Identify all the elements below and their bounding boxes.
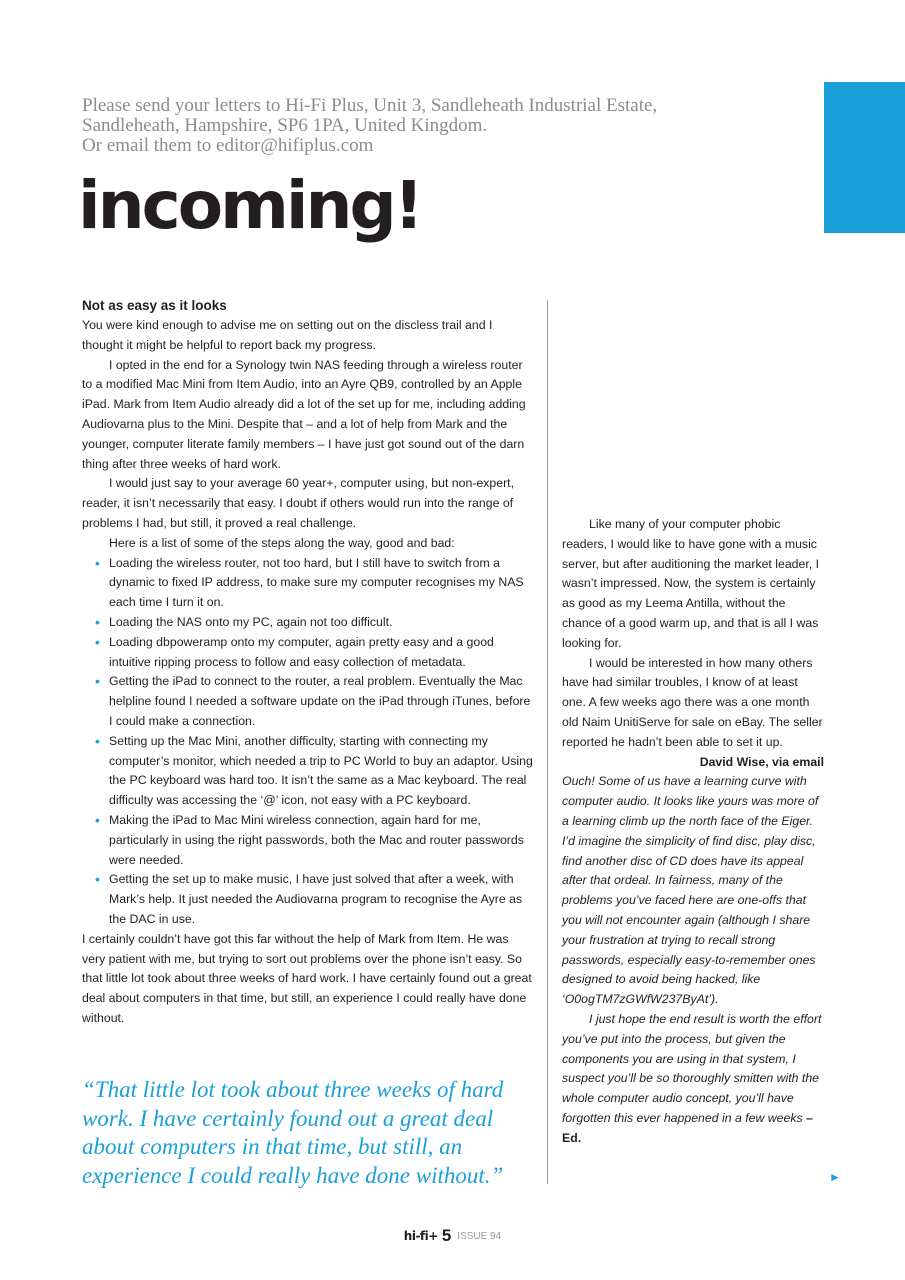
accent-color-tab [824, 82, 905, 233]
step-text: Loading the NAS onto my PC, again not too difficult. [109, 614, 393, 629]
magazine-logo: hi-fi+ [403, 1229, 438, 1243]
letter-intro: You were kind enough to advise me on setting out on the discless trail and I thought it might be helpful to report back my progress. [82, 318, 493, 352]
address-line: Sandleheath, Hampshire, SP6 1PA, United Kingdom. [82, 115, 488, 136]
bullet-icon: • [95, 811, 100, 828]
steps-list-item [82, 613, 534, 633]
letter-signature: David Wise, via email [699, 754, 824, 769]
page-number: 5 [441, 1226, 452, 1245]
letter-paragraph: I would be interested in how many others have had similar troubles, I know of at least one. A few weeks ago there was a one month old Naim UnitiServe for sale on eBay. The seller reported he hadn’t been able to set it up. [562, 655, 823, 749]
continue-arrow-icon: ► [829, 1170, 841, 1184]
bullet-icon: • [95, 633, 100, 650]
step-text: Getting the set up to make music, I have just solved that after a week, with Mark’s help. It just needed the Audiovarna program to recognise the Ayre as the DAC in use. [109, 872, 523, 926]
column-divider [547, 300, 548, 1184]
page-title: incoming! [78, 167, 421, 244]
letter-column-left [82, 296, 534, 1029]
letter-conclusion: I certainly couldn’t have got this far without the help of Mark from Item. He was very patient with me, but trying to sort out problems over the phone isn’t easy. So that little lot took about three weeks of hard work. I have certainly found out a great deal about computers in that time, but still, an experience I could really have done without. [82, 931, 532, 1025]
letter-paragraph: Here is a list of some of the steps along the way, good and bad: [109, 535, 455, 550]
step-text: Getting the iPad to connect to the router, a real problem. Eventually the Mac helpline found I needed a software update on the iPad through iTunes, before I could make a connection. [109, 674, 531, 728]
letter-paragraph: Like many of your computer phobic readers, I would like to have gone with a music server, but after auditioning the market leader, I wasn’t impressed. Now, the system is certainly as good as my Leema Antilla, without the chance of a good warm up, and that is all I was looking for. [562, 517, 820, 650]
editor-signature: – Ed. [562, 1110, 813, 1145]
bullet-icon: • [95, 613, 100, 630]
editor-reply-paragraph [562, 1010, 824, 1149]
letter-heading: Not as easy as it looks [82, 298, 227, 313]
letter-column-right [562, 515, 824, 1149]
steps-list-item [82, 811, 534, 870]
steps-list-item [82, 672, 534, 731]
address-line: Or email them to editor@hifiplus.com [82, 135, 374, 156]
steps-list [82, 554, 534, 930]
step-text: Loading dbpoweramp onto my computer, again pretty easy and a good intuitive ripping process to follow and easy collection of metadata. [109, 634, 494, 669]
steps-list-item [82, 633, 534, 673]
pull-quote: “That little lot took about three weeks of hard work. I have certainly found out a great deal about computers in that time, but still, an experience I could really have done without.” [82, 1077, 504, 1188]
page-footer [0, 1226, 905, 1246]
steps-list-item [82, 554, 534, 613]
editor-reply-text: I just hope the end result is worth the effort you’ve put into the process, but given the components you are using in that system, I suspect you’ll be so thoroughly smitten with the whole computer audio concept, you’ll have forgotten this ever happened in a few weeks [562, 1011, 822, 1125]
steps-list-item [82, 870, 534, 929]
step-text: Setting up the Mac Mini, another difficulty, starting with connecting my computer’s monitor, which needed a trip to PC World to buy an adaptor. Using the PC keyboard was hard too. It isn’t the same as a Mac keyboard. The real difficulty was accessing the ‘@’ icon, not easy with a PC keyboard. [109, 733, 533, 808]
bullet-icon: • [95, 732, 100, 749]
issue-label: ISSUE 94 [457, 1230, 502, 1242]
step-text: Loading the wireless router, not too hard, but I still have to switch from a dynamic to fixed IP address, to make sure my computer recognises my NAS each time I turn it on. [109, 555, 524, 610]
bullet-icon: • [95, 871, 100, 888]
editor-reply-paragraph: Ouch! Some of us have a learning curve with computer audio. It looks like yours was more of a learning climb up the north face of the Eiger. I’d imagine the simplicity of find disc, play disc, find another disc of CD does have its appeal after that ordeal. In fairness, many of the problems you’ve faced here are one-offs that you will not encounter again (although I share your frustration at trying to recall strong passwords, especially easy-to-remember ones designed to avoid being hacked, like ‘O0ogTM7zGWfW237ByAt’). [562, 774, 819, 1007]
step-text: Making the iPad to Mac Mini wireless connection, again hard for me, particularly in using the right passwords, both the Mac and router passwords were needed. [109, 812, 524, 867]
bullet-icon: • [95, 554, 100, 571]
letter-paragraph: I opted in the end for a Synology twin NAS feeding through a wireless router to a modified Mac Mini from Item Audio, into an Ayre QB9, controlled by an Apple iPad. Mark from Item Audio already did a lot of the set up for me, including adding Audiovarna plus to the Mini. Despite that – and a lot of help from Mark and the younger, computer literate family members – I have just got sound out of the darn thing after three weeks of hard work. [82, 357, 526, 471]
letter-paragraph: I would just say to your average 60 year+, computer using, but non-expert, reader, it isn’t necessarily that easy. I doubt if others would run into the range of problems I had, but still, it proved a real challenge. [82, 476, 514, 530]
bullet-icon: • [95, 673, 100, 690]
steps-list-item [82, 732, 534, 811]
address-line: Please send your letters to Hi-Fi Plus, Unit 3, Sandleheath Industrial Estate, [82, 95, 658, 116]
letters-address-block [82, 96, 802, 156]
